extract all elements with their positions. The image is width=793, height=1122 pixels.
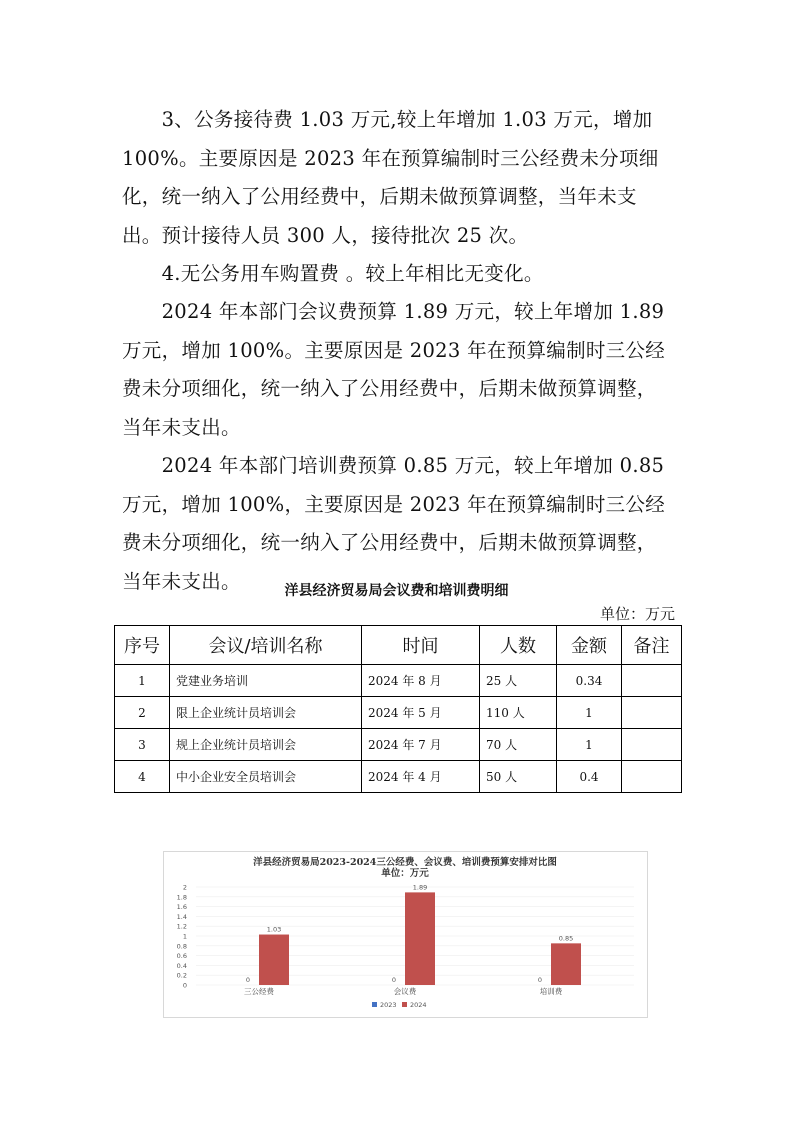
data-label: 0 bbox=[391, 976, 397, 984]
cell-time: 2024 年 5 月 bbox=[362, 697, 480, 729]
y-tick-label: 2 bbox=[182, 883, 187, 892]
body-paragraph bbox=[122, 447, 676, 601]
cell-people: 70 人 bbox=[480, 729, 557, 761]
paragraph-line: 当年未支出。 bbox=[122, 415, 241, 439]
body-paragraph bbox=[122, 255, 676, 294]
paragraph-line: 费未分项细化，统一纳入了公用经费中，后期未做预算调整， bbox=[122, 531, 657, 554]
table-row bbox=[115, 761, 682, 793]
y-tick-label: 0.8 bbox=[176, 942, 187, 951]
table-row bbox=[115, 665, 682, 697]
table-header-row bbox=[115, 626, 682, 665]
paragraph-line: 4.无公务用车购置费 。较上年相比无变化。 bbox=[122, 262, 544, 285]
table-title: 洋县经济贸易局会议费和培训费明细 bbox=[284, 583, 509, 599]
paragraph-line: 3、公务接待费 1.03 万元,较上年增加 1.03 万元，增加 bbox=[122, 108, 653, 131]
table-row bbox=[115, 697, 682, 729]
cell-index: 4 bbox=[115, 761, 170, 793]
x-tick-label: 培训费 bbox=[539, 987, 563, 996]
cell-index: 3 bbox=[115, 729, 170, 761]
paragraph-line: 2024 年本部门培训费预算 0.85 万元，较上年增加 0.85 bbox=[122, 454, 665, 477]
cell-remark bbox=[622, 729, 682, 761]
y-tick-label: 1.2 bbox=[176, 922, 187, 931]
y-tick-label: 1 bbox=[182, 932, 187, 941]
header-time: 时间 bbox=[362, 626, 480, 665]
data-label: 0.85 bbox=[558, 934, 574, 943]
bar-2024-1 bbox=[405, 892, 435, 985]
x-tick-label: 三公经费 bbox=[244, 987, 274, 996]
header-remark: 备注 bbox=[622, 626, 682, 665]
legend-label: 2023 bbox=[380, 1001, 397, 1009]
cell-amount: 1 bbox=[557, 697, 622, 729]
paragraph-line: 化，统一纳入了公用经费中，后期未做预算调整，当年未支 bbox=[122, 185, 637, 208]
paragraph-line: 100%。主要原因是 2023 年在预算编制时三公经费未分项细 bbox=[122, 146, 659, 170]
y-tick-label: 1.8 bbox=[176, 893, 187, 902]
cell-index: 2 bbox=[115, 697, 170, 729]
budget-comparison-chart bbox=[163, 851, 648, 1018]
paragraph-line: 出。预计接待人员 300 人，接待批次 25 次。 bbox=[122, 223, 529, 247]
chart-title: 洋县经济贸易局2023-2024三公经费、会议费、培训费预算安排对比图 bbox=[253, 857, 557, 868]
cell-remark bbox=[622, 761, 682, 793]
data-label: 0 bbox=[245, 976, 251, 984]
cell-people: 25 人 bbox=[480, 665, 557, 697]
unit-label: 单位：万元 bbox=[599, 605, 675, 623]
y-tick-label: 0.2 bbox=[176, 971, 187, 980]
cell-remark bbox=[622, 697, 682, 729]
y-tick-label: 0 bbox=[182, 981, 187, 990]
header-index: 序号 bbox=[115, 626, 170, 665]
legend-swatch-2024 bbox=[402, 1002, 407, 1007]
y-tick-label: 0.6 bbox=[176, 952, 187, 961]
cell-name: 中小企业安全员培训会 bbox=[170, 761, 362, 793]
cell-name: 党建业务培训 bbox=[170, 665, 362, 697]
paragraph-line: 当年未支出。 bbox=[122, 569, 241, 593]
cell-index: 1 bbox=[115, 665, 170, 697]
chart-subtitle: 单位：万元 bbox=[381, 868, 429, 879]
bar-2024-0 bbox=[259, 935, 289, 985]
bar-2024-2 bbox=[551, 943, 581, 985]
body-paragraph bbox=[122, 293, 676, 447]
paragraph-line: 费未分项细化，统一纳入了公用经费中，后期未做预算调整， bbox=[122, 377, 657, 400]
data-label: 1.03 bbox=[266, 925, 282, 934]
paragraph-line: 2024 年本部门会议费预算 1.89 万元，较上年增加 1.89 bbox=[122, 300, 665, 323]
cell-people: 50 人 bbox=[480, 761, 557, 793]
paragraph-line: 万元，增加 100%。主要原因是 2023 年在预算编制时三公经 bbox=[122, 338, 666, 362]
table-row bbox=[115, 729, 682, 761]
chart-svg bbox=[164, 852, 647, 1017]
paragraph-line: 万元，增加 100%，主要原因是 2023 年在预算编制时三公经 bbox=[122, 492, 666, 516]
data-label: 1.89 bbox=[412, 883, 428, 892]
y-tick-label: 0.4 bbox=[176, 961, 187, 970]
cell-amount: 0.34 bbox=[557, 665, 622, 697]
cell-time: 2024 年 7 月 bbox=[362, 729, 480, 761]
expense-detail-table bbox=[114, 625, 682, 793]
cell-remark bbox=[622, 665, 682, 697]
cell-amount: 0.4 bbox=[557, 761, 622, 793]
data-label: 0 bbox=[537, 976, 543, 984]
header-name: 会议/培训名称 bbox=[170, 626, 362, 665]
cell-name: 规上企业统计员培训会 bbox=[170, 729, 362, 761]
body-paragraph bbox=[122, 101, 676, 255]
y-tick-label: 1.6 bbox=[176, 903, 187, 912]
y-tick-label: 1.4 bbox=[176, 912, 187, 921]
cell-time: 2024 年 4 月 bbox=[362, 761, 480, 793]
x-tick-label: 会议费 bbox=[393, 987, 417, 996]
cell-time: 2024 年 8 月 bbox=[362, 665, 480, 697]
legend-label: 2024 bbox=[410, 1001, 427, 1009]
cell-people: 110 人 bbox=[480, 697, 557, 729]
header-amount: 金额 bbox=[557, 626, 622, 665]
cell-name: 限上企业统计员培训会 bbox=[170, 697, 362, 729]
cell-amount: 1 bbox=[557, 729, 622, 761]
legend-swatch-2023 bbox=[372, 1002, 377, 1007]
header-people: 人数 bbox=[480, 626, 557, 665]
